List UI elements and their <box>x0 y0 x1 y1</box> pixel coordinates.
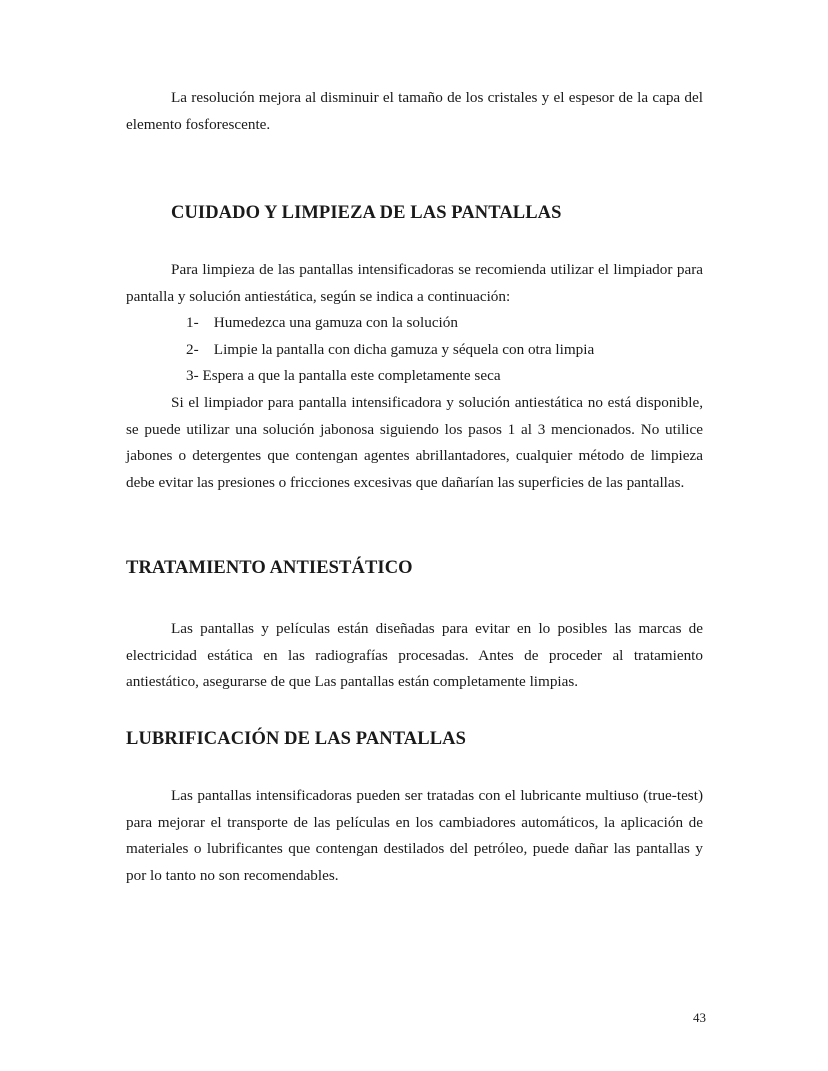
cleaning-paragraph: Para limpieza de las pantallas intensificadoras se recomienda utilizar el limpiador para pantalla y solución antiestática, según se indica a continuación: <box>126 261 703 305</box>
list-item <box>126 337 703 364</box>
page-number: 43 <box>693 1010 706 1025</box>
lubrication-heading: LUBRIFICACIÓN DE LAS PANTALLAS <box>126 729 466 749</box>
lubrication-paragraph: Las pantallas intensificadoras pueden ser tratadas con el lubricante multiuso (true-test) para mejorar el transporte de las películas en los cambiadores automáticos, la aplicación de materiales o lubrificantes que contengan destilados del petróleo, puede dañar las pantallas y por lo tanto no son recomendables. <box>126 787 703 884</box>
cleaning-heading: CUIDADO Y LIMPIEZA DE LAS PANTALLAS <box>171 203 562 223</box>
step-text: Espera a que la pantalla este completamente seca <box>202 367 501 384</box>
cleaning-paragraph-after: Si el limpiador para pantalla intensificadora y solución antiestática no está disponible, se puede utilizar una solución jabonosa siguiendo los pasos 1 al 3 mencionados. No utilice jabones o detergentes que contengan agentes abrillantadores, cualquier método de limpieza debe evitar las presiones o fricciones excesivas que dañarían las superficies de las pantallas. <box>126 394 703 491</box>
step-number: 2- <box>186 340 199 358</box>
intro-paragraph: La resolución mejora al disminuir el tamaño de los cristales y el espesor de la capa del elemento fosforescente. <box>126 89 703 133</box>
antistatic-paragraph: Las pantallas y películas están diseñadas para evitar en lo posibles las marcas de electricidad estática en las radiografías procesadas. Antes de proceder al tratamiento antiestático, asegurarse de que Las pantallas están completamente limpias. <box>126 620 703 690</box>
list-item <box>126 363 703 390</box>
step-text: Humedezca una gamuza con la solución <box>213 314 458 331</box>
cleaning-steps-list <box>126 310 703 390</box>
antistatic-heading: TRATAMIENTO ANTIESTÁTICO <box>126 558 413 578</box>
list-item <box>126 310 703 337</box>
step-number: 1- <box>186 314 199 331</box>
step-text: Limpie la pantalla con dicha gamuza y séquela con otra limpia <box>213 340 595 358</box>
step-number: 3- <box>186 367 199 384</box>
